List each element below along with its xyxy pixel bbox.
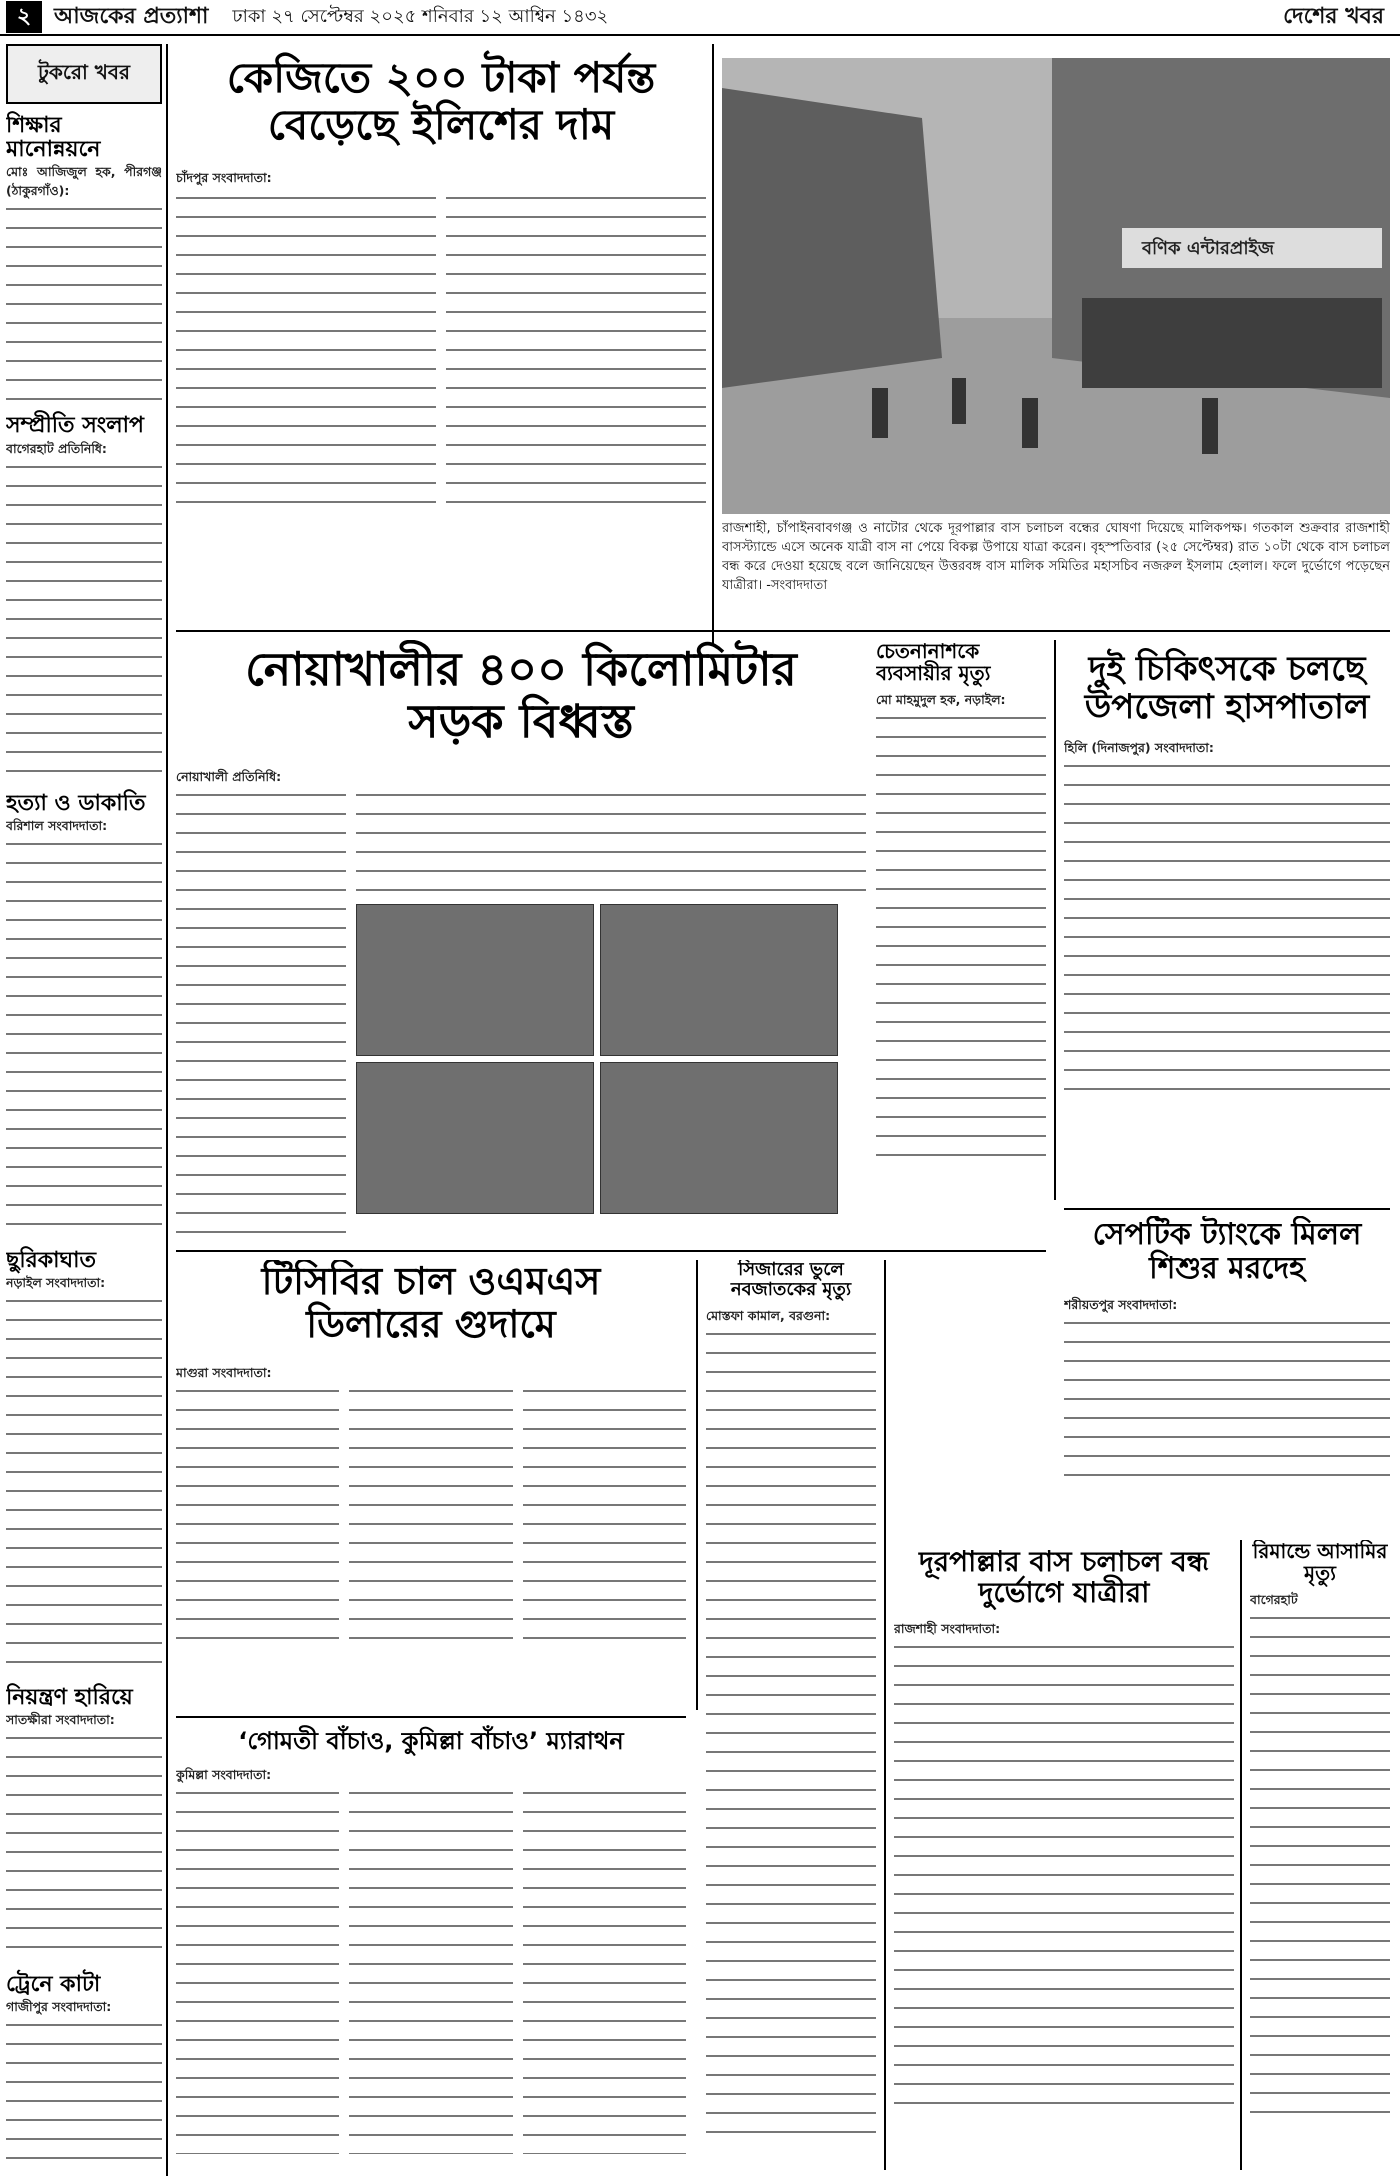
street-photo-image (722, 58, 1390, 514)
doctors-story (1064, 640, 1390, 1200)
section-rule (176, 1716, 686, 1718)
column-rule (166, 44, 168, 2176)
sidebar-item-byline: নড়াইল সংবাদদাতা: (6, 1274, 106, 1290)
noakhali-story (176, 640, 866, 1240)
dateline: ঢাকা ২৭ সেপ্টেম্বর ২০২৫ শনিবার ১২ আশ্বিন ১৪৩২ (232, 5, 609, 27)
trader-story (876, 640, 1046, 1240)
section-rule (1064, 1208, 1390, 1210)
section-rule (176, 630, 1390, 632)
road-photo (600, 1062, 838, 1214)
road-photo (600, 904, 838, 1056)
doctors-byline: হিলি (দিনাজপুর) সংবাদদাতা: (1064, 740, 1214, 756)
septic-headline: সেপটিক ট্যাংকে মিলল শিশুর মরদেহ (1092, 1217, 1362, 1286)
doctors-headline: দুই চিকিৎসকে চলছে উপজেলা হাসপাতাল (1084, 649, 1370, 728)
sidebar-item-byline: গাজীপুর সংবাদদাতা: (6, 1999, 112, 2015)
sidebar-item-title: নিয়ন্ত্রণ হারিয়ে (6, 1684, 133, 1710)
page-number: ২ (6, 1, 42, 33)
sidebar-item-byline: মোঃ আজিজুল হক, পীরগঞ্জ (ঠাকুরগাঁও): (6, 164, 162, 199)
trader-byline: মো মাহমুদুল হক, নড়াইল: (876, 692, 1006, 707)
road-photo (356, 1062, 594, 1214)
caesar-headline: সিজারের ভুলে নবজাতকের মৃত্যু (730, 1260, 852, 1300)
marathon-story (176, 1724, 686, 2164)
septic-story (1064, 1216, 1390, 1536)
sidebar-item-title: হত্যা ও ডাকাতি (6, 790, 146, 816)
remand-headline: রিমান্ডে আসামির মৃত্যু (1252, 1540, 1388, 1585)
sidebar-item-title: ছুরিকাঘাত (6, 1247, 96, 1273)
sidebar-item-title: শিক্ষার মানোন্নয়নে (6, 113, 101, 163)
remand-byline: বাগেরহাট (1250, 1592, 1298, 1607)
caesar-byline: মোস্তফা কামাল, বরগুনা: (706, 1307, 831, 1323)
photo-caption (722, 520, 1390, 600)
sidebar-label: টুকরো খবর (6, 44, 162, 104)
remand-story (1250, 1540, 1390, 2170)
column-rule (712, 44, 714, 644)
septic-byline: শরীয়তপুর সংবাদদাতা: (1064, 1297, 1178, 1313)
column-rule (884, 1260, 886, 2170)
sidebar-item-title: ট্রেনে কাটা (6, 1972, 101, 1998)
sidebar-item-byline: সাতক্ষীরা সংবাদদাতা: (6, 1712, 115, 1728)
sidebar-column (6, 44, 162, 2176)
noakhali-headline: নোয়াখালীর ৪০০ কিলোমিটার সড়ক বিধ্বস্ত (245, 642, 797, 748)
section-rule (176, 1250, 1046, 1252)
hilsa-headline: কেজিতে ২০০ টাকা পর্যন্ত বেড়েছে ইলিশের দাম (226, 53, 656, 150)
shop-sign: বণিক এন্টারপ্রাইজ (1142, 238, 1275, 259)
paper-name: আজকের প্রত্যাশা (54, 3, 209, 29)
photo-credit: -সংবাদদাতা (766, 577, 828, 593)
bus-story (894, 1540, 1234, 2170)
column-rule (1240, 1540, 1242, 2170)
bus-headline: দূরপাল্লার বাস চলাচল বন্ধ দুর্ভোগে যাত্রীরা (919, 1545, 1209, 1610)
sidebar-item-title: সম্প্রীতি সংলাপ (6, 413, 144, 439)
street-photo (722, 58, 1390, 514)
caesar-story (706, 1260, 876, 2160)
column-rule (696, 1260, 698, 1710)
sidebar-item-byline: বরিশাল সংবাদদাতা: (6, 817, 108, 833)
column-rule (1054, 640, 1056, 1200)
tcb-headline: টিসিবির চাল ওএমএস ডিলারের গুদামে (261, 1260, 601, 1346)
masthead (0, 0, 1400, 36)
marathon-byline: কুমিল্লা সংবাদদাতা: (176, 1766, 272, 1782)
section-title: দেশের খবর (1283, 3, 1384, 29)
tcb-story (176, 1260, 686, 1710)
hilsa-story (176, 44, 706, 624)
hilsa-byline: চাঁদপুর সংবাদদাতা: (176, 170, 272, 186)
sidebar-item-byline: বাগেরহাট প্রতিনিধি: (6, 440, 107, 456)
bus-byline: রাজশাহী সংবাদদাতা: (894, 1620, 1001, 1636)
road-photo (356, 904, 594, 1056)
trader-headline: চেতনানাশকে ব্যবসায়ীর মৃত্যু (876, 640, 991, 685)
noakhali-byline: নোয়াখালী প্রতিনিধি: (176, 769, 282, 785)
photo-caption-text: রাজশাহী, চাঁপাইনবাবগঞ্জ ও নাটোর থেকে দূরপাল্লার বাস চলাচল বন্ধের ঘোষণা দিয়েছে মালিকপক্ষ। গতকাল শুক্রবার রাজশাহী বাসস্ট্যান্ডে এসে অনেক যাত্রী বাস না পেয়ে বিকল্প উপায়ে যাত্রা করেন। বৃহস্পতিবার (২৫ সেপ্টেম্বর) রাত ১০টা থেকে বাস চলাচল বন্ধ করে দেওয়া হয়েছে বলে জানিয়েছেন উত্তরবঙ্গ বাস মালিক সমিতির মহাসচিব নজরুল ইসলাম হেলাল। ফলে দুর্ভোগে পড়েছেন যাত্রীরা। (722, 521, 1390, 593)
tcb-byline: মাগুরা সংবাদদাতা: (176, 1365, 272, 1381)
marathon-headline: ‘গোমতী বাঁচাও, কুমিল্লা বাঁচাও’ ম্যারাথন (238, 1727, 624, 1755)
